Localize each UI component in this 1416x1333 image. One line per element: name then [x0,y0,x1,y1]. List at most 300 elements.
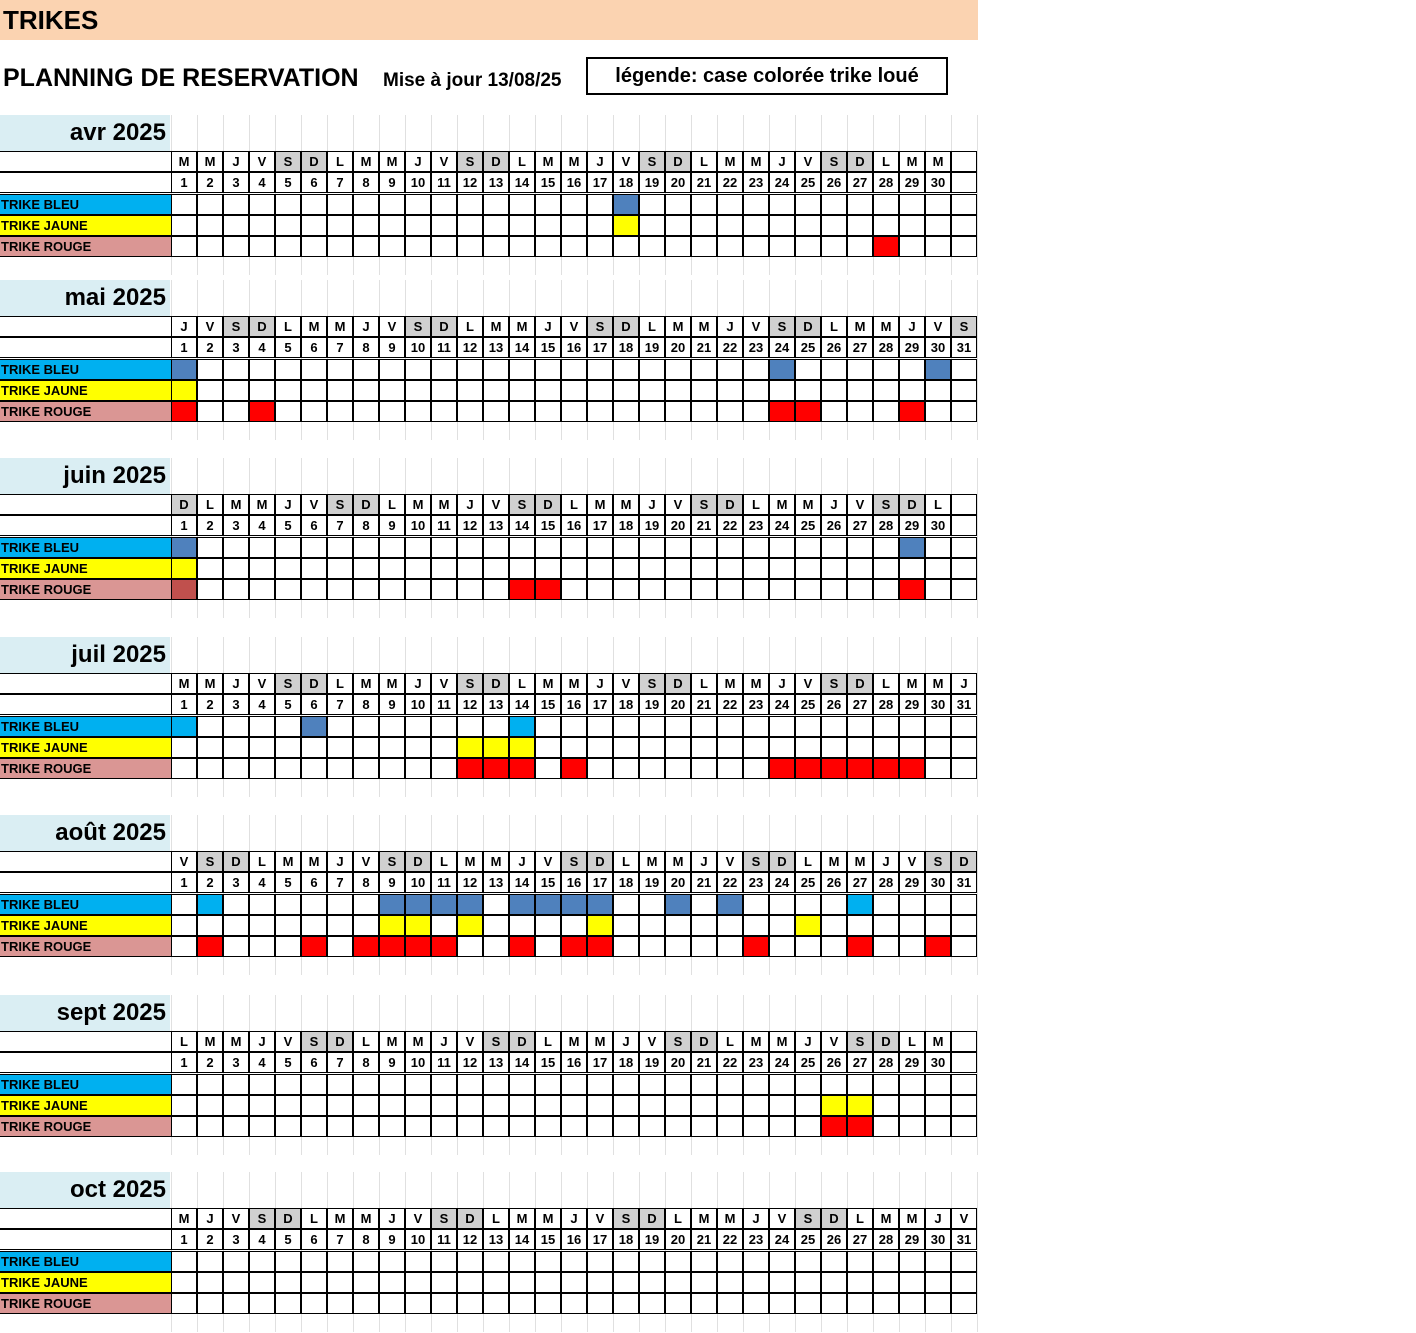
day-cell[interactable] [405,1074,431,1095]
day-cell[interactable] [665,558,691,579]
day-cell[interactable] [431,359,457,380]
day-cell[interactable] [665,716,691,737]
day-cell[interactable] [873,737,899,758]
day-cell[interactable] [613,401,639,422]
day-cell[interactable] [457,401,483,422]
day-cell[interactable] [925,1251,951,1272]
day-cell[interactable] [405,401,431,422]
day-cell[interactable] [405,380,431,401]
day-cell[interactable] [951,1293,977,1314]
day-cell[interactable] [925,215,951,236]
day-cell[interactable] [847,558,873,579]
day-cell[interactable] [743,1272,769,1293]
booked-cell[interactable] [899,401,925,422]
day-cell[interactable] [379,359,405,380]
day-cell[interactable] [613,1074,639,1095]
day-cell[interactable] [171,236,197,257]
day-cell[interactable] [587,1272,613,1293]
booked-cell[interactable] [457,915,483,936]
day-cell[interactable] [951,194,977,215]
day-cell[interactable] [457,558,483,579]
day-cell[interactable] [821,359,847,380]
day-cell[interactable] [431,380,457,401]
day-cell[interactable] [821,1272,847,1293]
day-cell[interactable] [249,758,275,779]
booked-cell[interactable] [587,936,613,957]
day-cell[interactable] [379,380,405,401]
day-cell[interactable] [301,1116,327,1137]
day-cell[interactable] [639,194,665,215]
day-cell[interactable] [613,359,639,380]
booked-cell[interactable] [795,915,821,936]
day-cell[interactable] [769,215,795,236]
day-cell[interactable] [769,1251,795,1272]
day-cell[interactable] [223,894,249,915]
day-cell[interactable] [197,194,223,215]
day-cell[interactable] [379,1272,405,1293]
day-cell[interactable] [795,1116,821,1137]
day-cell[interactable] [327,915,353,936]
day-cell[interactable] [483,215,509,236]
booked-cell[interactable] [535,894,561,915]
day-cell[interactable] [353,194,379,215]
day-cell[interactable] [535,1074,561,1095]
day-cell[interactable] [639,894,665,915]
day-cell[interactable] [899,915,925,936]
day-cell[interactable] [301,1074,327,1095]
day-cell[interactable] [327,936,353,957]
booked-cell[interactable] [301,716,327,737]
day-cell[interactable] [249,1251,275,1272]
day-cell[interactable] [665,1272,691,1293]
day-cell[interactable] [639,359,665,380]
day-cell[interactable] [769,716,795,737]
day-cell[interactable] [379,194,405,215]
day-cell[interactable] [743,894,769,915]
day-cell[interactable] [769,236,795,257]
day-cell[interactable] [821,1074,847,1095]
day-cell[interactable] [717,215,743,236]
day-cell[interactable] [873,936,899,957]
day-cell[interactable] [249,1116,275,1137]
day-cell[interactable] [249,1074,275,1095]
day-cell[interactable] [561,401,587,422]
booked-cell[interactable] [769,359,795,380]
day-cell[interactable] [405,1293,431,1314]
day-cell[interactable] [275,1251,301,1272]
day-cell[interactable] [483,380,509,401]
booked-cell[interactable] [821,1116,847,1137]
day-cell[interactable] [951,558,977,579]
day-cell[interactable] [405,537,431,558]
day-cell[interactable] [795,716,821,737]
day-cell[interactable] [223,1074,249,1095]
day-cell[interactable] [509,1251,535,1272]
day-cell[interactable] [717,194,743,215]
day-cell[interactable] [327,1251,353,1272]
day-cell[interactable] [327,359,353,380]
booked-cell[interactable] [873,758,899,779]
day-cell[interactable] [847,1074,873,1095]
day-cell[interactable] [353,737,379,758]
day-cell[interactable] [275,579,301,600]
day-cell[interactable] [795,194,821,215]
day-cell[interactable] [717,1095,743,1116]
day-cell[interactable] [743,579,769,600]
day-cell[interactable] [925,1116,951,1137]
day-cell[interactable] [899,236,925,257]
day-cell[interactable] [639,380,665,401]
day-cell[interactable] [925,1095,951,1116]
day-cell[interactable] [743,1074,769,1095]
day-cell[interactable] [717,1251,743,1272]
day-cell[interactable] [951,894,977,915]
day-cell[interactable] [483,401,509,422]
day-cell[interactable] [821,215,847,236]
day-cell[interactable] [535,915,561,936]
day-cell[interactable] [951,236,977,257]
day-cell[interactable] [639,537,665,558]
day-cell[interactable] [717,758,743,779]
day-cell[interactable] [639,1116,665,1137]
day-cell[interactable] [223,380,249,401]
day-cell[interactable] [353,401,379,422]
day-cell[interactable] [951,737,977,758]
day-cell[interactable] [561,537,587,558]
day-cell[interactable] [275,194,301,215]
day-cell[interactable] [821,915,847,936]
day-cell[interactable] [249,579,275,600]
day-cell[interactable] [353,915,379,936]
booked-cell[interactable] [431,894,457,915]
day-cell[interactable] [899,194,925,215]
day-cell[interactable] [483,579,509,600]
booked-cell[interactable] [379,936,405,957]
booked-cell[interactable] [535,579,561,600]
day-cell[interactable] [275,915,301,936]
booked-cell[interactable] [847,936,873,957]
day-cell[interactable] [795,215,821,236]
booked-cell[interactable] [509,758,535,779]
day-cell[interactable] [171,215,197,236]
day-cell[interactable] [769,579,795,600]
day-cell[interactable] [483,1074,509,1095]
day-cell[interactable] [457,359,483,380]
day-cell[interactable] [405,716,431,737]
booked-cell[interactable] [925,936,951,957]
booked-cell[interactable] [847,1095,873,1116]
day-cell[interactable] [821,401,847,422]
day-cell[interactable] [665,401,691,422]
day-cell[interactable] [457,1272,483,1293]
day-cell[interactable] [431,537,457,558]
day-cell[interactable] [873,1251,899,1272]
day-cell[interactable] [353,1116,379,1137]
day-cell[interactable] [171,1251,197,1272]
day-cell[interactable] [795,558,821,579]
day-cell[interactable] [223,915,249,936]
day-cell[interactable] [639,915,665,936]
day-cell[interactable] [847,915,873,936]
day-cell[interactable] [197,401,223,422]
day-cell[interactable] [665,537,691,558]
day-cell[interactable] [509,537,535,558]
booked-cell[interactable] [847,758,873,779]
day-cell[interactable] [353,558,379,579]
day-cell[interactable] [743,359,769,380]
booked-cell[interactable] [353,936,379,957]
day-cell[interactable] [353,537,379,558]
day-cell[interactable] [847,380,873,401]
day-cell[interactable] [379,236,405,257]
day-cell[interactable] [275,215,301,236]
day-cell[interactable] [795,380,821,401]
day-cell[interactable] [639,215,665,236]
day-cell[interactable] [327,737,353,758]
day-cell[interactable] [665,1074,691,1095]
day-cell[interactable] [197,1293,223,1314]
day-cell[interactable] [639,716,665,737]
day-cell[interactable] [665,915,691,936]
day-cell[interactable] [483,359,509,380]
day-cell[interactable] [691,537,717,558]
day-cell[interactable] [327,758,353,779]
booked-cell[interactable] [509,737,535,758]
booked-cell[interactable] [509,579,535,600]
day-cell[interactable] [249,894,275,915]
day-cell[interactable] [613,380,639,401]
day-cell[interactable] [457,1095,483,1116]
day-cell[interactable] [561,558,587,579]
day-cell[interactable] [925,1074,951,1095]
day-cell[interactable] [535,380,561,401]
day-cell[interactable] [691,1095,717,1116]
day-cell[interactable] [353,1074,379,1095]
day-cell[interactable] [691,558,717,579]
day-cell[interactable] [223,737,249,758]
day-cell[interactable] [587,215,613,236]
day-cell[interactable] [535,1293,561,1314]
day-cell[interactable] [639,236,665,257]
day-cell[interactable] [925,1293,951,1314]
day-cell[interactable] [249,1272,275,1293]
day-cell[interactable] [405,236,431,257]
booked-cell[interactable] [171,558,197,579]
day-cell[interactable] [197,1251,223,1272]
day-cell[interactable] [821,558,847,579]
day-cell[interactable] [665,1116,691,1137]
day-cell[interactable] [275,1074,301,1095]
day-cell[interactable] [587,558,613,579]
day-cell[interactable] [171,758,197,779]
day-cell[interactable] [821,716,847,737]
day-cell[interactable] [639,1293,665,1314]
day-cell[interactable] [717,579,743,600]
day-cell[interactable] [509,1074,535,1095]
day-cell[interactable] [665,215,691,236]
day-cell[interactable] [483,1116,509,1137]
day-cell[interactable] [197,1116,223,1137]
day-cell[interactable] [847,1293,873,1314]
day-cell[interactable] [613,1095,639,1116]
day-cell[interactable] [925,380,951,401]
day-cell[interactable] [691,359,717,380]
day-cell[interactable] [405,194,431,215]
day-cell[interactable] [951,579,977,600]
day-cell[interactable] [535,401,561,422]
day-cell[interactable] [561,1293,587,1314]
day-cell[interactable] [457,1116,483,1137]
booked-cell[interactable] [821,758,847,779]
day-cell[interactable] [197,236,223,257]
day-cell[interactable] [847,716,873,737]
day-cell[interactable] [951,215,977,236]
day-cell[interactable] [639,758,665,779]
day-cell[interactable] [301,1272,327,1293]
day-cell[interactable] [275,558,301,579]
day-cell[interactable] [353,894,379,915]
day-cell[interactable] [847,215,873,236]
booked-cell[interactable] [795,758,821,779]
day-cell[interactable] [483,894,509,915]
day-cell[interactable] [431,716,457,737]
day-cell[interactable] [301,558,327,579]
day-cell[interactable] [899,359,925,380]
booked-cell[interactable] [405,936,431,957]
day-cell[interactable] [405,215,431,236]
day-cell[interactable] [535,194,561,215]
day-cell[interactable] [665,359,691,380]
day-cell[interactable] [379,579,405,600]
day-cell[interactable] [951,1095,977,1116]
day-cell[interactable] [301,737,327,758]
day-cell[interactable] [951,1116,977,1137]
day-cell[interactable] [899,1074,925,1095]
day-cell[interactable] [847,401,873,422]
day-cell[interactable] [431,401,457,422]
booked-cell[interactable] [613,215,639,236]
day-cell[interactable] [925,894,951,915]
day-cell[interactable] [249,380,275,401]
booked-cell[interactable] [717,894,743,915]
day-cell[interactable] [457,537,483,558]
day-cell[interactable] [691,716,717,737]
day-cell[interactable] [743,737,769,758]
day-cell[interactable] [249,936,275,957]
day-cell[interactable] [561,380,587,401]
day-cell[interactable] [873,194,899,215]
day-cell[interactable] [665,380,691,401]
day-cell[interactable] [769,1095,795,1116]
day-cell[interactable] [743,1293,769,1314]
day-cell[interactable] [587,537,613,558]
booked-cell[interactable] [795,401,821,422]
day-cell[interactable] [379,1251,405,1272]
day-cell[interactable] [275,1293,301,1314]
day-cell[interactable] [223,716,249,737]
day-cell[interactable] [249,537,275,558]
day-cell[interactable] [249,1293,275,1314]
day-cell[interactable] [379,737,405,758]
day-cell[interactable] [925,1272,951,1293]
day-cell[interactable] [587,236,613,257]
day-cell[interactable] [249,737,275,758]
day-cell[interactable] [743,1116,769,1137]
day-cell[interactable] [197,215,223,236]
day-cell[interactable] [873,401,899,422]
day-cell[interactable] [795,737,821,758]
day-cell[interactable] [171,737,197,758]
day-cell[interactable] [795,1074,821,1095]
day-cell[interactable] [769,894,795,915]
day-cell[interactable] [197,558,223,579]
day-cell[interactable] [795,579,821,600]
day-cell[interactable] [509,558,535,579]
day-cell[interactable] [431,915,457,936]
day-cell[interactable] [613,579,639,600]
day-cell[interactable] [353,380,379,401]
day-cell[interactable] [899,737,925,758]
day-cell[interactable] [301,915,327,936]
day-cell[interactable] [873,359,899,380]
day-cell[interactable] [951,936,977,957]
day-cell[interactable] [405,737,431,758]
day-cell[interactable] [743,716,769,737]
day-cell[interactable] [717,236,743,257]
day-cell[interactable] [457,579,483,600]
day-cell[interactable] [899,1293,925,1314]
day-cell[interactable] [431,737,457,758]
day-cell[interactable] [223,1095,249,1116]
day-cell[interactable] [275,758,301,779]
day-cell[interactable] [483,1293,509,1314]
day-cell[interactable] [457,716,483,737]
booked-cell[interactable] [821,1095,847,1116]
day-cell[interactable] [275,894,301,915]
day-cell[interactable] [275,1116,301,1137]
day-cell[interactable] [509,915,535,936]
day-cell[interactable] [795,537,821,558]
day-cell[interactable] [821,737,847,758]
day-cell[interactable] [717,359,743,380]
day-cell[interactable] [431,194,457,215]
day-cell[interactable] [795,359,821,380]
day-cell[interactable] [431,236,457,257]
day-cell[interactable] [509,401,535,422]
day-cell[interactable] [275,936,301,957]
day-cell[interactable] [535,737,561,758]
day-cell[interactable] [223,194,249,215]
day-cell[interactable] [951,915,977,936]
day-cell[interactable] [353,1272,379,1293]
day-cell[interactable] [613,1272,639,1293]
day-cell[interactable] [717,537,743,558]
day-cell[interactable] [327,579,353,600]
day-cell[interactable] [925,537,951,558]
day-cell[interactable] [925,737,951,758]
booked-cell[interactable] [509,716,535,737]
day-cell[interactable] [639,1095,665,1116]
day-cell[interactable] [301,894,327,915]
day-cell[interactable] [483,1095,509,1116]
booked-cell[interactable] [301,936,327,957]
day-cell[interactable] [743,758,769,779]
day-cell[interactable] [353,716,379,737]
day-cell[interactable] [535,359,561,380]
day-cell[interactable] [249,558,275,579]
day-cell[interactable] [743,215,769,236]
booked-cell[interactable] [405,894,431,915]
